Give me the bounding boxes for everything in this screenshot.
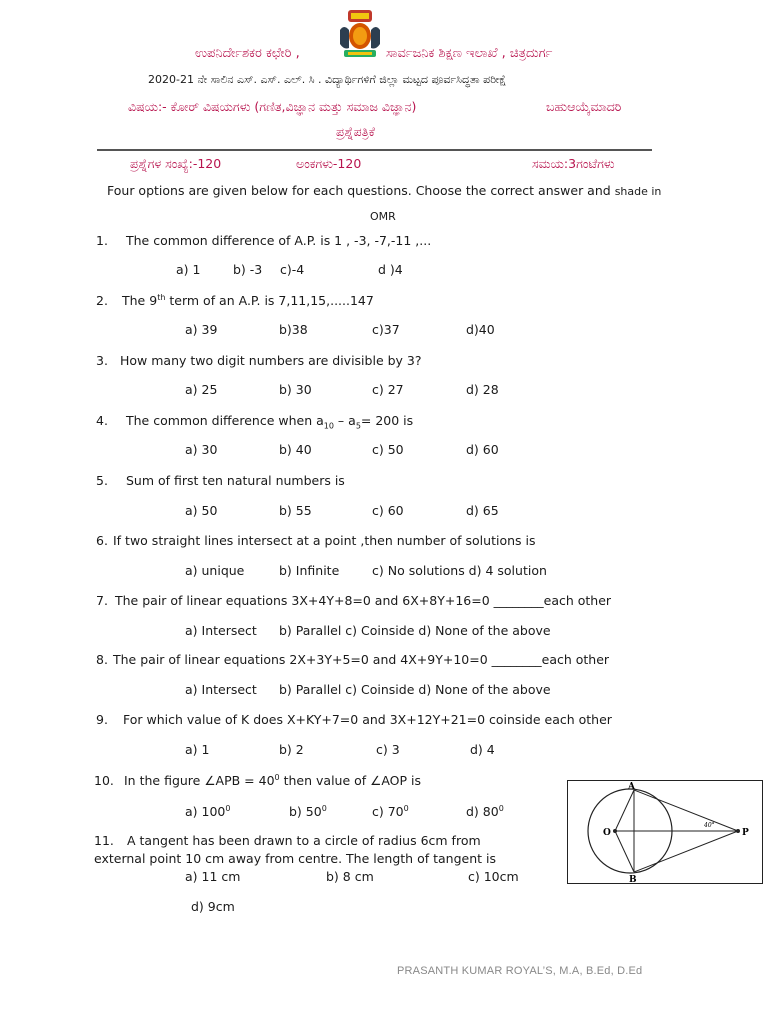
q11-option-a[interactable]: a) 11 cm: [185, 869, 241, 884]
q2-option-a[interactable]: a) 39: [185, 322, 218, 337]
questions-count: ಪ್ರಶ್ನೆಗಳ ಸಂಖ್ಯೆ:-120: [130, 156, 222, 171]
tangent-figure: [567, 780, 763, 884]
q1-option-c[interactable]: c)-4: [280, 262, 305, 277]
q2-option-d[interactable]: d)40: [466, 322, 495, 337]
q7-option-a[interactable]: a) Intersect: [185, 623, 257, 638]
instructions-line: Four options are given below for each questions. Choose the correct answer and shade in: [107, 183, 662, 198]
label-p: P: [742, 828, 749, 838]
office-name-left: ಉಪನಿರ್ದೇಶಕರ ಕಛೇರಿ ,: [195, 46, 300, 61]
question-1-text: The common difference of A.P. is 1 , -3, -7,-11 ,...: [126, 233, 432, 248]
question-11-text-2: external point 10 cm away from centre. The length of tangent is: [94, 851, 496, 866]
q2-option-b[interactable]: b)38: [279, 322, 308, 337]
footer-author: PRASANTH KUMAR ROYAL’S, M.A, B.Ed, D.Ed: [397, 965, 643, 977]
q10-option-b[interactable]: b) $50^0$: [289, 804, 327, 820]
question-7-text: The pair of linear equations 3X+4Y+8=0 and 6X+8Y+16=0 ________each other: [115, 593, 612, 608]
q6-option-b[interactable]: b) Infinite: [279, 563, 340, 578]
q10-option-a[interactable]: a) $100^0$: [185, 804, 231, 820]
q4-option-c[interactable]: c) 50: [372, 442, 404, 457]
q9-option-a[interactable]: a) 1: [185, 742, 210, 757]
circle-tangent-diagram: [568, 781, 762, 883]
time-allowed: ಸಮಯ:3ಗಂಟೆಗಳು: [532, 156, 615, 171]
question-6-text: If two straight lines intersect at a point ,then number of solutions is: [113, 533, 536, 548]
q4-option-a[interactable]: a) 30: [185, 442, 218, 457]
q3-option-d[interactable]: d) 28: [466, 382, 499, 397]
question-11-text: A tangent has been drawn to a circle of radius 6cm from: [127, 833, 481, 848]
question-6-number: 6.: [96, 533, 108, 548]
q1-option-d[interactable]: d )4: [378, 262, 403, 277]
q11-option-c[interactable]: c) 10cm: [468, 869, 519, 884]
question-2-number: 2.: [96, 293, 108, 308]
question-2-text: The 9th term of an A.P. is 7,11,15,.....147: [122, 293, 374, 309]
q5-option-d[interactable]: d) 65: [466, 503, 499, 518]
q1-option-a[interactable]: a) 1: [176, 262, 201, 277]
q6-option-a[interactable]: a) unique: [185, 563, 245, 578]
q1-option-b[interactable]: b) -3: [233, 262, 263, 277]
q3-option-b[interactable]: b) 30: [279, 382, 312, 397]
question-4-number: 4.: [96, 413, 108, 428]
q11-option-d[interactable]: d) 9cm: [191, 899, 235, 914]
state-emblem-icon: [334, 8, 386, 60]
question-10-text: In the figure ∠APB = $40^0$ then value of ∠AOP is: [124, 773, 422, 789]
instructions-omr: OMR: [370, 210, 396, 223]
question-11-number: 11.: [94, 833, 114, 848]
question-5-text: Sum of first ten natural numbers is: [126, 473, 345, 488]
marks-total: ಅಂಕಗಳು-120: [296, 156, 362, 171]
paper-label: ಪ್ರಶ್ನೆಪತ್ರಿಕೆ: [336, 124, 375, 139]
label-a: A: [628, 782, 635, 792]
q3-option-a[interactable]: a) 25: [185, 382, 218, 397]
q5-option-b[interactable]: b) 55: [279, 503, 312, 518]
question-3-number: 3.: [96, 353, 108, 368]
question-10-number: 10.: [94, 773, 114, 788]
question-3-text: How many two digit numbers are divisible by 3?: [120, 353, 422, 368]
label-b: B: [629, 875, 637, 883]
q6-option-c[interactable]: c) No solutions d) 4 solution: [372, 563, 547, 578]
subject-line: ವಿಷಯ:- ಕೋರ್ ವಿಷಯಗಳು (ಗಣಿತ,ವಿಜ್ಞಾನ ಮತ್ತು ಸಮಾಜ ವಿಜ್ಞಾನ): [128, 99, 417, 114]
question-5-number: 5.: [96, 473, 108, 488]
angle-label: 40°: [704, 822, 715, 829]
question-9-number: 9.: [96, 712, 108, 727]
q10-option-d[interactable]: d) $80^0$: [466, 804, 504, 820]
q8-option-a[interactable]: a) Intersect: [185, 682, 257, 697]
question-4-text: The common difference when $a_{10} - a_5= 200$ is: [126, 413, 414, 431]
label-o: O: [603, 828, 611, 838]
q4-option-d[interactable]: d) 60: [466, 442, 499, 457]
question-1-number: 1.: [96, 233, 108, 248]
office-name-right: ಸಾರ್ವಜನಿಕ ಶಿಕ್ಷಣ ಇಲಾಖೆ , ಚಿತ್ರದುರ್ಗ: [386, 46, 553, 61]
q9-option-c[interactable]: c) 3: [376, 742, 400, 757]
q10-option-c[interactable]: c) $70^0$: [372, 804, 409, 820]
question-9-text: For which value of K does X+KY+7=0 and 3X+12Y+21=0 coinside each other: [123, 712, 612, 727]
q7-option-b[interactable]: b) Parallel c) Coinside d) None of the above: [279, 623, 551, 638]
question-8-text: The pair of linear equations 2X+3Y+5=0 and 4X+9Y+10=0 ________each other: [113, 652, 610, 667]
q5-option-c[interactable]: c) 60: [372, 503, 404, 518]
q9-option-b[interactable]: b) 2: [279, 742, 304, 757]
q4-option-b[interactable]: b) 40: [279, 442, 312, 457]
q2-option-c[interactable]: c)37: [372, 322, 400, 337]
question-8-number: 8.: [96, 652, 108, 667]
question-7-number: 7.: [96, 593, 108, 608]
subject-type: ಬಹುಆಯ್ಕೆಮಾದರಿ: [546, 99, 622, 114]
q5-option-a[interactable]: a) 50: [185, 503, 218, 518]
header-divider: [97, 149, 652, 151]
q3-option-c[interactable]: c) 27: [372, 382, 404, 397]
q9-option-d[interactable]: d) 4: [470, 742, 495, 757]
q11-option-b[interactable]: b) 8 cm: [326, 869, 374, 884]
q8-option-b[interactable]: b) Parallel c) Coinside d) None of the above: [279, 682, 551, 697]
exam-title: 2020-21 ನೇ ಸಾಲಿನ ಎಸ್. ಎಸ್. ಎಲ್. ಸಿ . ವಿದ್ಯಾರ್ಥಿಗಳಿಗೆ ಜಿಲ್ಲಾ ಮಟ್ಟದ ಪೂರ್ವಸಿದ್ಧತಾ ಪರೀಕ್ಷೆ: [148, 73, 507, 86]
